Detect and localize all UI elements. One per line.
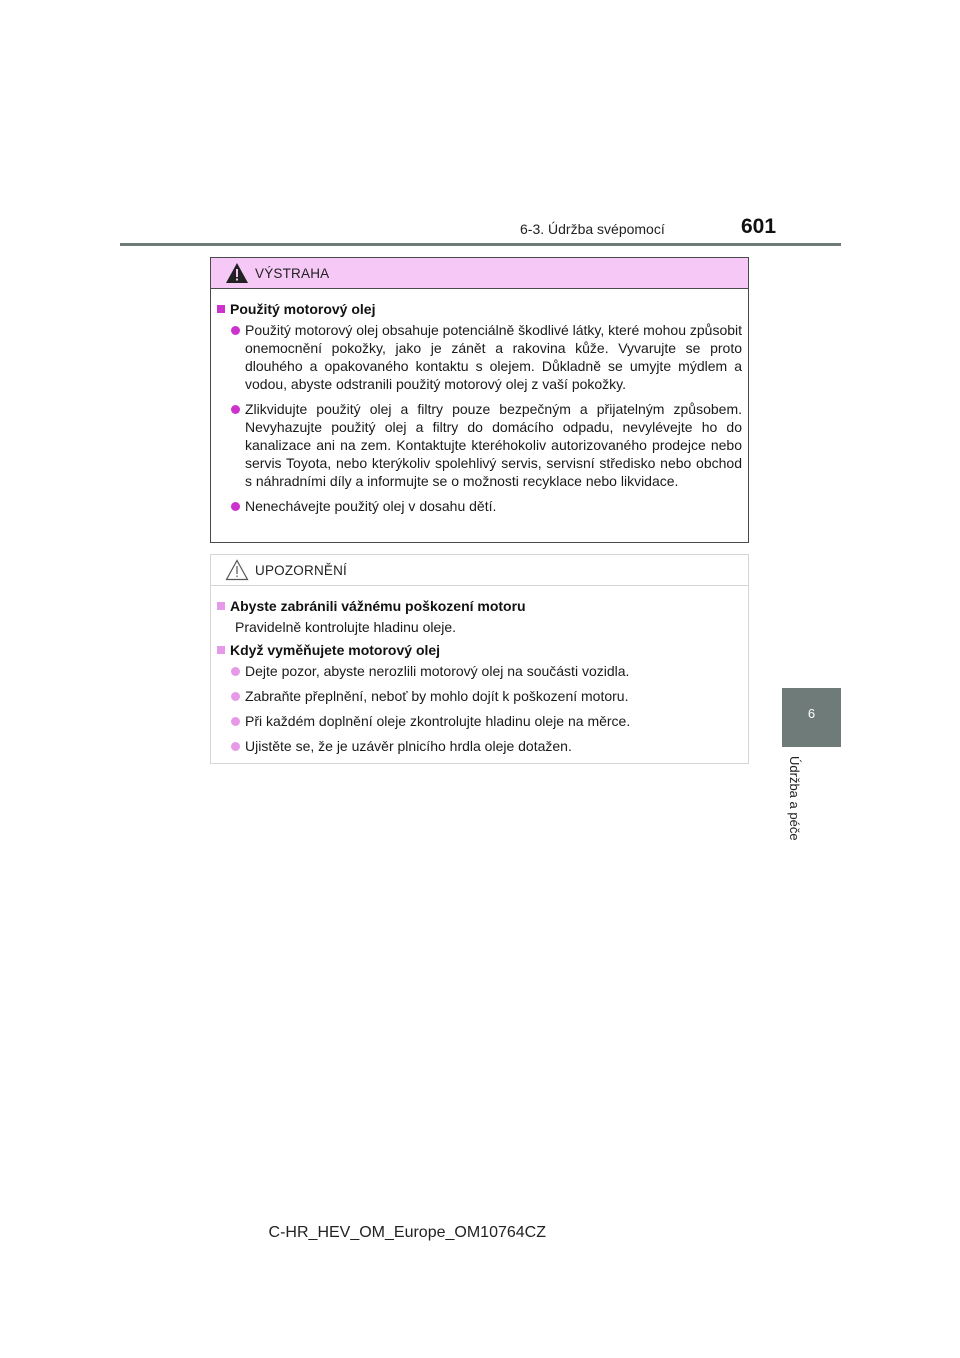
list-item-text: Nenechávejte použitý olej v dosahu dětí. xyxy=(245,498,497,514)
dot-bullet-icon xyxy=(231,717,240,726)
square-bullet-icon xyxy=(217,646,225,654)
dot-bullet-icon xyxy=(231,502,240,511)
warning-header xyxy=(211,258,748,289)
header-divider xyxy=(120,243,841,246)
warning-triangle-outline-icon xyxy=(225,559,249,581)
dot-bullet-icon xyxy=(231,667,240,676)
warning-triangle-filled-icon xyxy=(225,262,249,284)
list-item xyxy=(231,687,742,705)
section-title: 6-3. Údržba svépomocí xyxy=(520,221,665,237)
list-item-text: Dejte pozor, abyste nerozlili motorový olej na součásti vozidla. xyxy=(245,663,630,679)
chapter-label-text: Údržba a péče xyxy=(787,756,802,841)
warning-body xyxy=(211,289,748,515)
list-item xyxy=(231,712,742,730)
page-number: 601 xyxy=(741,215,777,238)
list-item-text: Ujistěte se, že je uzávěr plnicího hrdla oleje dotažen. xyxy=(245,738,572,754)
list-item xyxy=(231,737,742,755)
caution-topic-title: Abyste zabránili vážnému poškození motoru xyxy=(230,598,526,614)
caution-box xyxy=(210,554,749,764)
list-item-text: Zabraňte přeplnění, neboť by mohlo dojít k poškození motoru. xyxy=(245,688,629,704)
list-item-text: Při každém doplnění oleje zkontrolujte hladinu oleje na měrce. xyxy=(245,713,631,729)
caution-label: UPOZORNĚNÍ xyxy=(255,563,348,578)
warning-box xyxy=(210,257,749,543)
dot-bullet-icon xyxy=(231,405,240,414)
caution-header xyxy=(211,555,748,586)
chapter-number: 6 xyxy=(807,706,816,721)
list-item xyxy=(231,662,742,680)
dot-bullet-icon xyxy=(231,326,240,335)
chapter-label xyxy=(786,756,806,856)
caution-topic xyxy=(217,598,742,614)
dot-bullet-icon xyxy=(231,692,240,701)
document-id: C-HR_HEV_OM_Europe_OM10764CZ xyxy=(268,1224,546,1241)
caution-topic-text: Pravidelně kontrolujte hladinu oleje. xyxy=(235,619,457,635)
dot-bullet-icon xyxy=(231,742,240,751)
caution-topic xyxy=(217,642,742,658)
square-bullet-icon xyxy=(217,602,225,610)
warning-label: VÝSTRAHA xyxy=(255,266,330,281)
caution-body xyxy=(211,586,748,755)
square-bullet-icon xyxy=(217,305,225,313)
list-item-text: Zlikvidujte použitý olej a filtry pouze bezpečným a přijatelným způsobem. Nevyhazujte použitý olej a filtry do domácího odpadu, nevylévejte ho do kanalizace ani na zem. Kontaktujte kteréhokoliv autorizovaného prodejce nebo servis Toyota, nebo kterýkoliv spolehlivý servis, servisní středisko nebo obchod s náhradními díly a informujte se o možnosti recyklace nebo likvidace. xyxy=(245,401,742,489)
list-item xyxy=(231,321,742,393)
warning-topic-title: Použitý motorový olej xyxy=(230,301,376,317)
caution-topic-title: Když vyměňujete motorový olej xyxy=(230,642,441,658)
list-item xyxy=(231,497,742,515)
list-item-text: Použitý motorový olej obsahuje potenciálně škodlivé látky, které mohou způsobit onemocnění pokožky, jako je zánět a rakovina kůže. Vyvarujte se proto dlouhého a opakovaného kontaktu s olejem. Důkladně se umyjte mýdlem a vodou, abyste odstranili použitý motorový olej z vaší pokožky. xyxy=(245,322,743,392)
chapter-tab xyxy=(782,688,841,747)
list-item xyxy=(231,400,742,490)
warning-topic xyxy=(217,301,742,317)
